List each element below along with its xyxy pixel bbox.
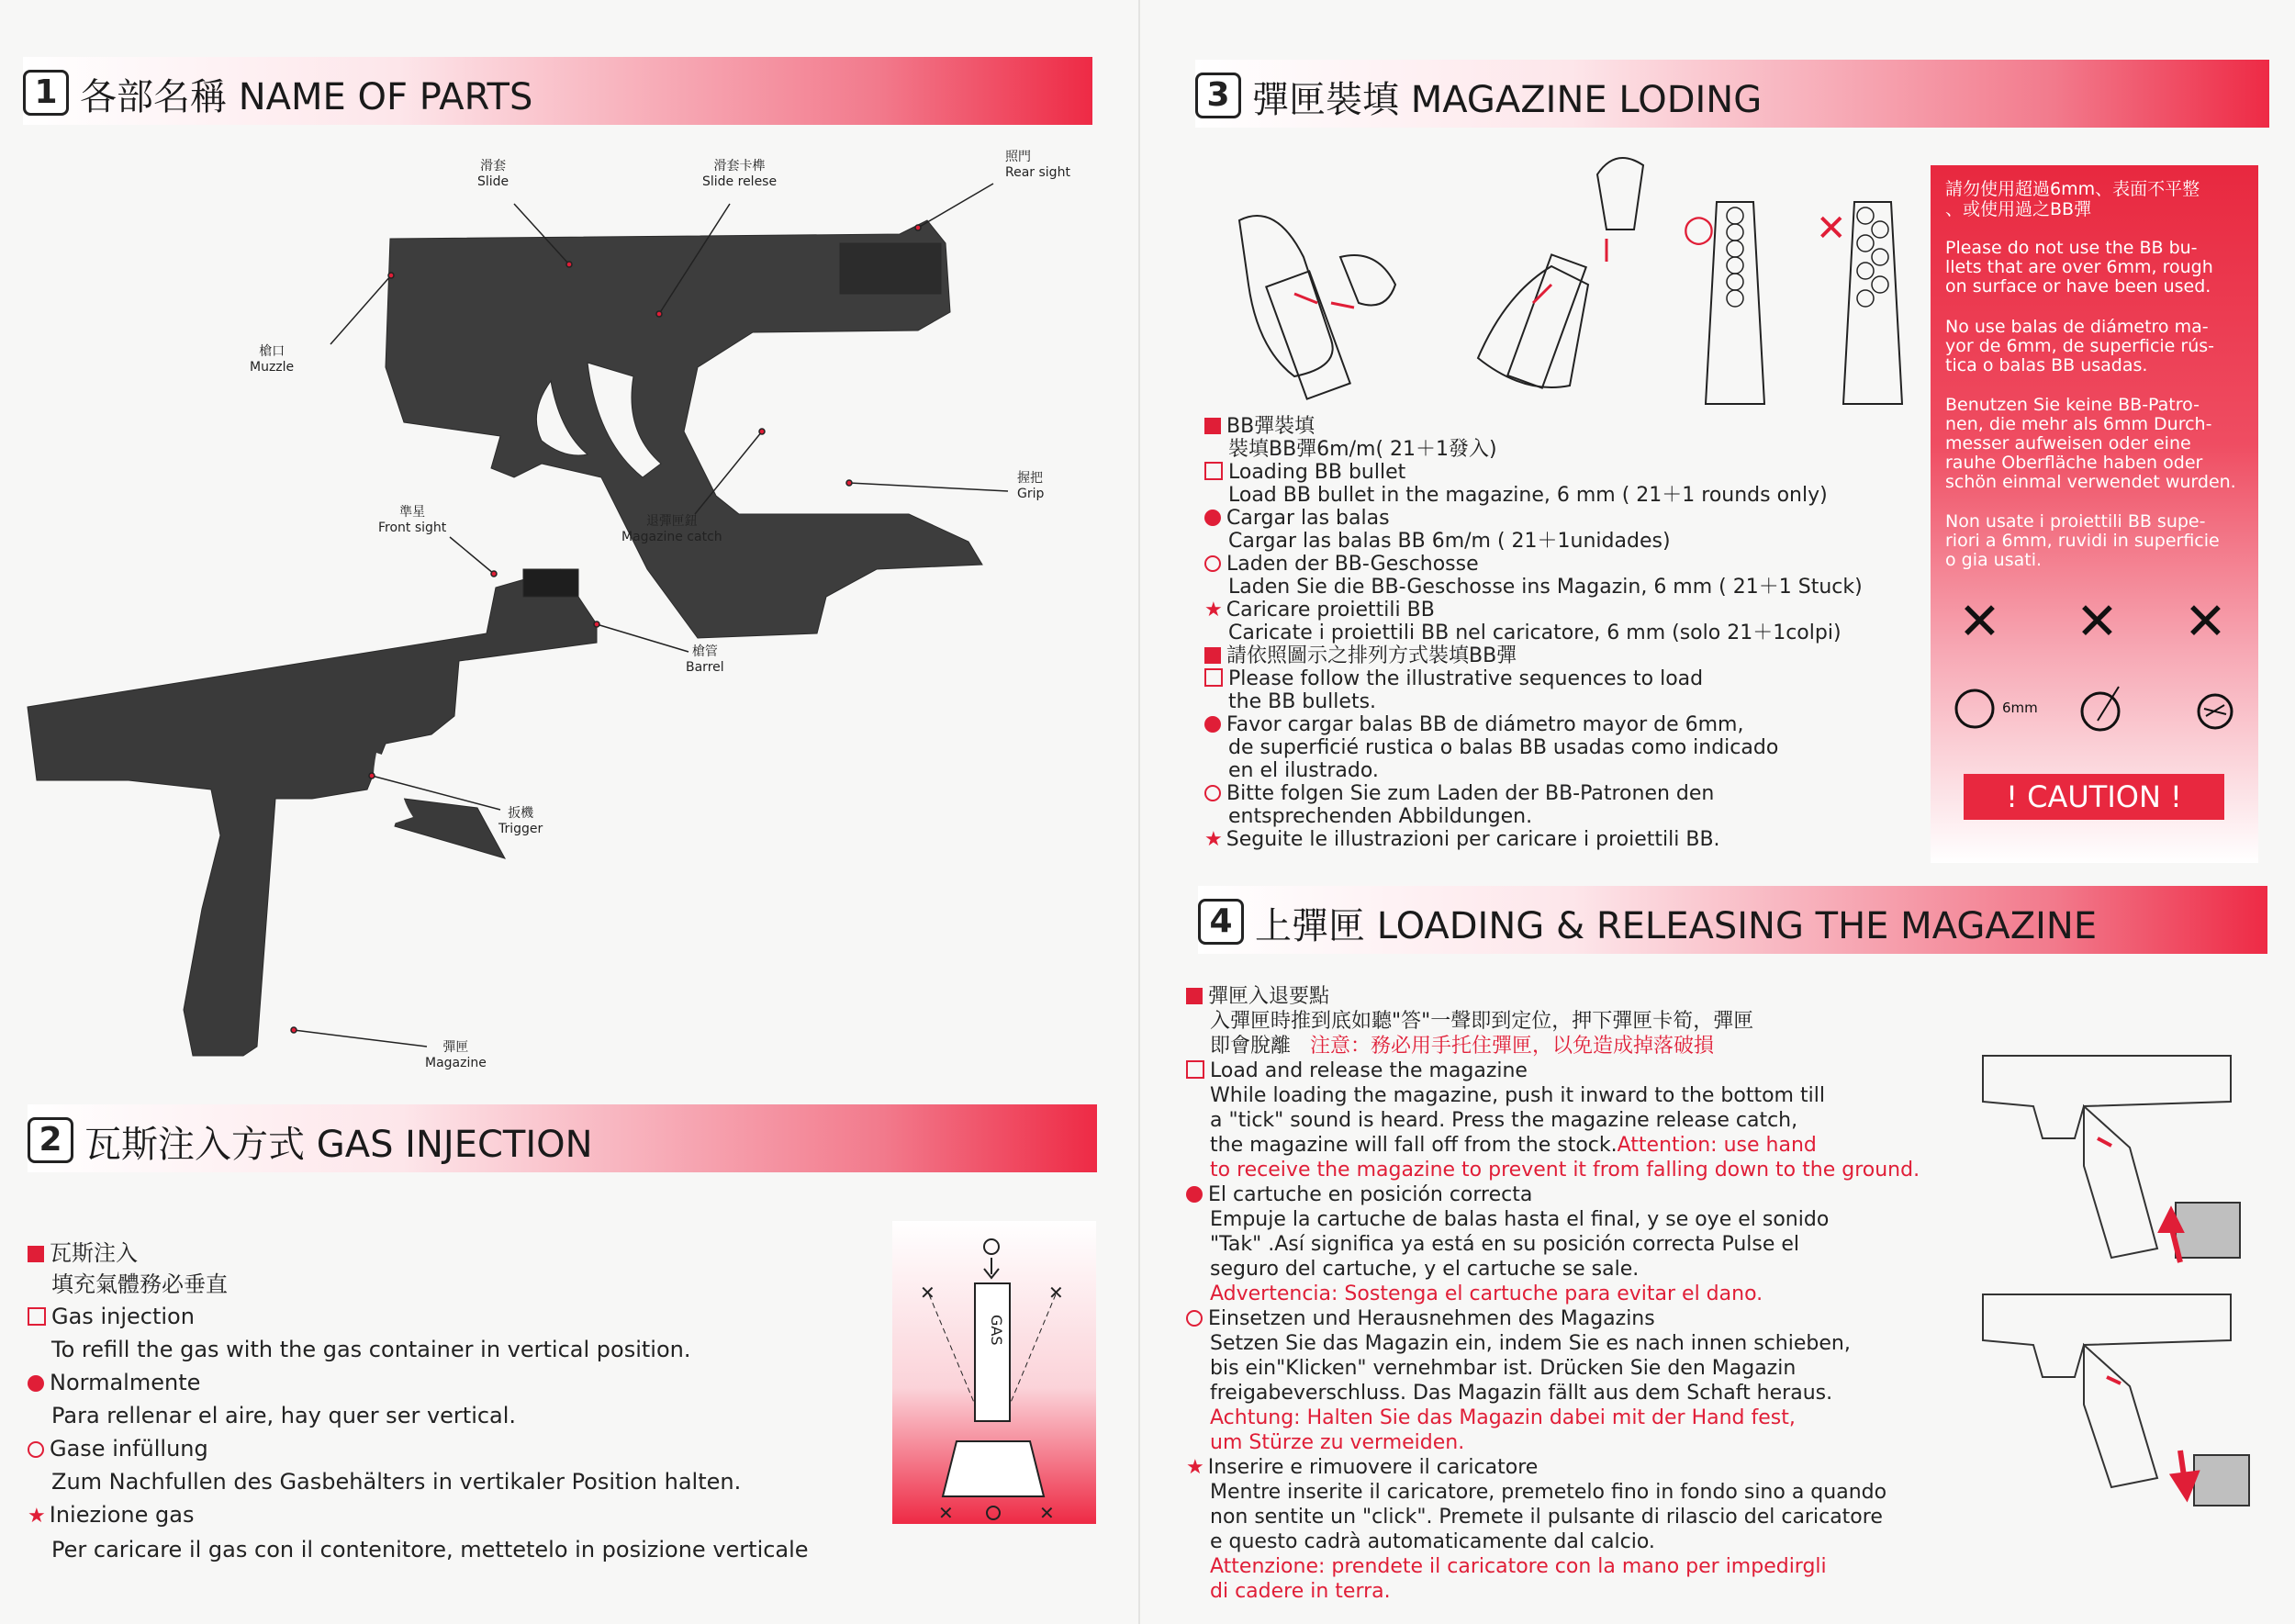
magazine-insert-release-illustration: [1974, 1037, 2267, 1524]
rough-bb-icon: [2082, 693, 2119, 730]
square-bullet-icon: [28, 1246, 44, 1262]
svg-text:✕: ✕: [1048, 1282, 1064, 1304]
part-zh: 滑套: [480, 159, 507, 174]
section4-banner: [1198, 886, 2267, 954]
caution-panel: 請勿使用超過6mm、表面不平整 、或使用過之BB彈 Please do not use the BB bu- llets that are over 6mm, rough on surface or have been used. No use balas de diámetro ma- yor de 6mm, de superficie rús- tica o balas BB usadas. Benutzen Sie keine BB-Patro- nen, die mehr als 6mm Durch- messer aufweisen oder eine rauhe Oberfläche haben oder schön einmal verwendet wurden. Non usate i proiettili BB supe- riori a 6mm, ruvidi in superficie o gia usati. ✕ ✕ ✕ 6mm: [1931, 165, 2258, 863]
part-en: Barrel: [686, 660, 724, 675]
svg-text:GAS: GAS: [988, 1315, 1005, 1346]
square-outline-bullet-icon: [1204, 462, 1223, 480]
section2-banner: [28, 1104, 1097, 1172]
square-bullet-icon: [1204, 418, 1221, 434]
circle-outline-bullet-icon: [1204, 785, 1221, 801]
gas-can-vertical-diagram: [892, 1221, 1096, 1524]
part-label-magazine-catch: [621, 514, 722, 545]
part-zh: 槍口: [259, 344, 285, 359]
part-en: Magazine: [425, 1056, 487, 1070]
square-bullet-icon: [1186, 988, 1203, 1004]
svg-text:✕: ✕: [920, 1282, 935, 1304]
dot-bullet-icon: [1204, 510, 1221, 526]
part-en: Slide relese: [702, 174, 778, 189]
section2-number: 2: [28, 1117, 73, 1163]
section3-title: 彈匣裝填 MAGAZINE LODING: [1252, 79, 1763, 121]
page-fold: [1138, 0, 1140, 1624]
gas-instructions: 瓦斯注入 填充氣體務必垂直 Gas injection To refill the gas with the gas container in vertical position. Normalmente Para rellenar el aire, hay quer ser vertical. Gase infüllung Zum Nachfullen des Gasbehälters in vertikaler Position halten. ★ Iniezione gas Per caricare il gas con il contenitore, mettetelo in posizione verticale: [28, 1240, 809, 1562]
bb-loading-illustration: [1203, 147, 1928, 422]
section1-number: 1: [23, 70, 69, 116]
svg-text:✕: ✕: [938, 1502, 954, 1524]
section3-number: 3: [1195, 73, 1241, 118]
star-bullet-icon: ★: [28, 1505, 46, 1528]
part-zh: 退彈匣鈕: [645, 514, 698, 529]
part-zh: 準星: [399, 505, 426, 520]
part-en: Trigger: [498, 822, 543, 836]
part-en: Rear sight: [1005, 165, 1070, 180]
square-outline-bullet-icon: [1186, 1060, 1204, 1079]
part-zh: 彈匣: [442, 1040, 469, 1055]
pistol-illustration: [0, 0, 1138, 1102]
part-label-grip: [1017, 471, 1044, 502]
part-label-magazine: [425, 1040, 487, 1071]
part-label-slide: [477, 159, 509, 190]
square-outline-bullet-icon: [28, 1307, 46, 1326]
part-label-slide-release: [702, 159, 777, 190]
square-bullet-icon: [1204, 647, 1221, 664]
part-label-muzzle: [250, 344, 294, 375]
part-zh: 扳機: [508, 806, 534, 821]
part-en: Front sight: [378, 521, 447, 535]
part-zh: 照門: [1005, 150, 1031, 164]
oversize-bb-icon: [1956, 690, 1993, 727]
part-zh: 握把: [1017, 471, 1043, 486]
x-mark-icon: ✕: [2076, 592, 2119, 652]
pistol-side-view: [386, 220, 982, 638]
part-zh: 槍管: [691, 644, 718, 659]
caution-button: ! CAUTION !: [1964, 774, 2224, 820]
square-outline-bullet-icon: [1204, 668, 1223, 687]
part-zh: 滑套卡榫: [713, 159, 766, 174]
ok-mark-icon: ○: [1683, 207, 1715, 250]
ng-mark-icon: ✕: [1816, 207, 1847, 250]
x-mark-icon: ✕: [1958, 592, 2001, 652]
size-label: 6mm: [2002, 700, 2038, 716]
dot-bullet-icon: [1186, 1186, 1203, 1203]
circle-outline-bullet-icon: [28, 1441, 44, 1458]
svg-text:✕: ✕: [1039, 1502, 1055, 1524]
section1-title: 各部名稱 NAME OF PARTS: [80, 76, 533, 118]
x-mark-icon: ✕: [2184, 592, 2227, 652]
star-bullet-icon: ★: [1204, 828, 1223, 851]
circle-outline-bullet-icon: [1204, 555, 1221, 572]
part-en: Muzzle: [250, 360, 295, 375]
star-bullet-icon: ★: [1186, 1456, 1204, 1479]
dot-bullet-icon: [1204, 716, 1221, 733]
bb-defect-icons: [1940, 679, 2252, 744]
part-label-front-sight: [378, 505, 446, 536]
section4-number: 4: [1198, 899, 1244, 945]
star-bullet-icon: ★: [1204, 599, 1223, 622]
section2-title: 瓦斯注入方式 GAS INJECTION: [84, 1124, 593, 1166]
section3-banner: [1195, 60, 2269, 128]
gas-diagram-panel: [892, 1221, 1096, 1524]
dot-bullet-icon: [28, 1375, 44, 1392]
part-label-rear-sight: [1005, 150, 1070, 181]
part-label-barrel: [686, 644, 724, 676]
circle-outline-bullet-icon: [1186, 1310, 1203, 1327]
part-en: Magazine catch: [621, 530, 722, 544]
bb-loading-instructions: BB彈裝填 裝填BB彈6m/m( 21＋1發入) Loading BB bullet Load BB bullet in the magazine, 6 mm ( 21＋1 rounds only) Cargar las balas Cargar las balas BB 6m/m ( 21＋1unidades) Laden der BB-Geschosse Laden Sie die BB-Geschosse ins Magazin, 6 mm ( 21＋1 Stuck) ★ Caricare proiettili BB Caricate i proiettili BB nel caricatore, 6 mm (solo 21＋1colpi) 請依照圖示之排列方式裝填BB彈 Please follow the illustrative sequences to load the BB bullets. Favor cargar balas BB de diámetro mayor de 6mm, de superficié rustica o balas BB usadas como indicado en el ilustrado. Bitte folgen Sie zum Laden der BB-Patronen den entsprechenden Abbildungen. ★ Seguite le illustrazioni per caricare i proiettili BB.: [1204, 415, 1863, 851]
section4-title: 上彈匣 LOADING & RELEASING THE MAGAZINE: [1255, 905, 2098, 947]
part-en: Grip: [1017, 487, 1045, 501]
part-en: Slide: [477, 174, 509, 189]
magazine-instructions: 彈匣入退要點 入彈匣時推到底如聽"答"一聲即到定位，押下彈匣卡筍，彈匣 即會脫離 注意：務必用手托住彈匣，以免造成掉落破損 Load and release the magazine While loading the magazine, push it inward to the bottom till a "tick" sound is heard. Press the magazine release catch, the magazine will fall off from the stock.Attention: use hand to receive the magazine to prevent it from falling down to the ground. El cartuche en posición correcta Empuje la cartuche de balas hasta el final, y se oye el sonido "Tak" .Así significa ya está en su posición correcta Pulse el seguro del cartuche, y el cartuche se sale. Advertencia: Sostenga el cartuche para evitar el dano. Einsetzen und Herausnehmen des Magazins Setzen Sie das Magazin ein, indem Sie es nach innen schieben, bis ein"Klicken" vernehmbar ist. Drücken Sie den Magazin freigabeverschluss. Das Magazin fällt aus dem Schaft heraus. Achtung: Halten Sie das Magazin dabei mit der Hand fest, um Stürze zu vermeiden. ★ Inserire e rimuovere il caricatore Mentre inserite il caricatore, premetelo fino in fondo sino a quando non sentite un "click". Premete il pulsante di rilascio del caricatore e questo cadrà automaticamente dal calcio. Attenzione: prendete il caricatore con la mano per impedirgli di cadere in terra.: [1186, 985, 1920, 1603]
part-label-trigger: [498, 806, 543, 837]
